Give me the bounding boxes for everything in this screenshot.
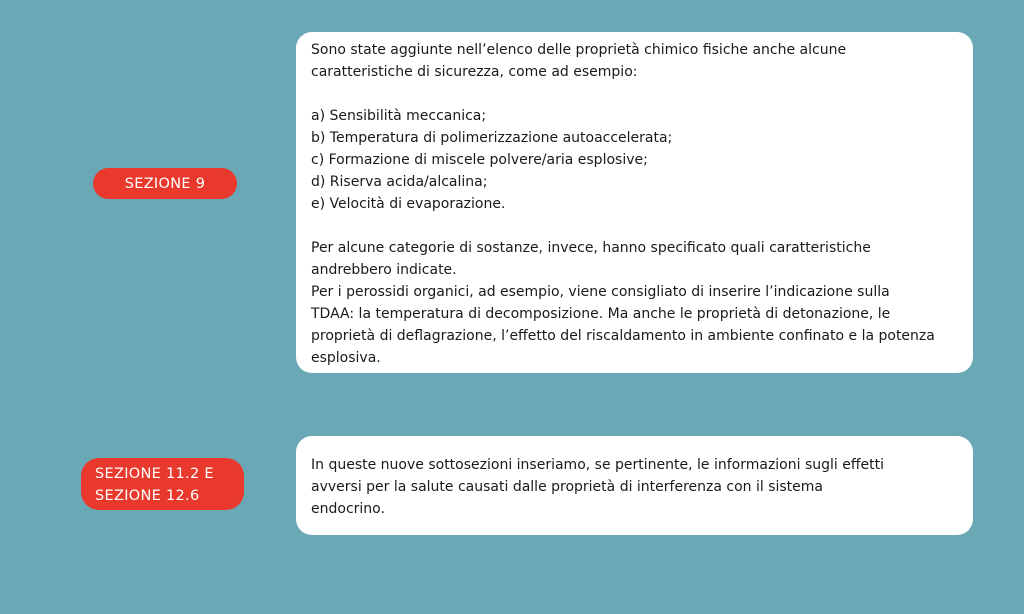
section-11-12-text-line: endocrino. (311, 501, 385, 517)
section-9-text-line: andrebbero indicate. (311, 262, 457, 278)
section-9-text-line (311, 83, 959, 105)
section-11-12-card (296, 436, 973, 535)
section-9-list-item: a) Sensibilità meccanica; (311, 108, 487, 124)
section-9-text-line: Sono state aggiunte nell’elenco delle proprietà chimico fisiche anche alcune (311, 42, 847, 58)
section-9-list-item: c) Formazione di miscele polvere/aria esplosive; (311, 152, 648, 168)
section-9-list-item: b) Temperatura di polimerizzazione autoaccelerata; (311, 130, 673, 146)
section-11-12-badge-label: SEZIONE 12.6 (95, 488, 200, 504)
section-9-text-line: TDAA: la temperatura di decomposizione. Ma anche le proprietà di detonazione, le (311, 306, 891, 322)
section-11-12-badge (81, 458, 244, 510)
section-9-list-item: d) Riserva acida/alcalina; (311, 174, 488, 190)
section-9-badge (93, 168, 237, 199)
section-11-12-text-line: In queste nuove sottosezioni inseriamo, se pertinente, le informazioni sugli effetti (311, 457, 884, 473)
section-9-list-item: e) Velocità di evaporazione. (311, 196, 506, 212)
section-11-12-text-line: avversi per la salute causati dalle proprietà di interferenza con il sistema (311, 479, 824, 495)
section-9-card (296, 32, 973, 373)
section-9-text-line: caratteristiche di sicurezza, come ad esempio: (311, 64, 638, 80)
section-9-badge-label: SEZIONE 9 (124, 175, 206, 192)
section-11-12-badge-label: SEZIONE 11.2 E (95, 466, 214, 482)
section-9-text-line: Per i perossidi organici, ad esempio, viene consigliato di inserire l’indicazione sulla (311, 284, 890, 300)
section-9-text-line (311, 215, 959, 237)
section-9-text-line: esplosiva. (311, 350, 381, 366)
section-9-text-line: Per alcune categorie di sostanze, invece, hanno specificato quali caratteristiche (311, 240, 871, 256)
section-9-text-line: proprietà di deflagrazione, l’effetto del riscaldamento in ambiente confinato e la potenza (311, 328, 935, 344)
